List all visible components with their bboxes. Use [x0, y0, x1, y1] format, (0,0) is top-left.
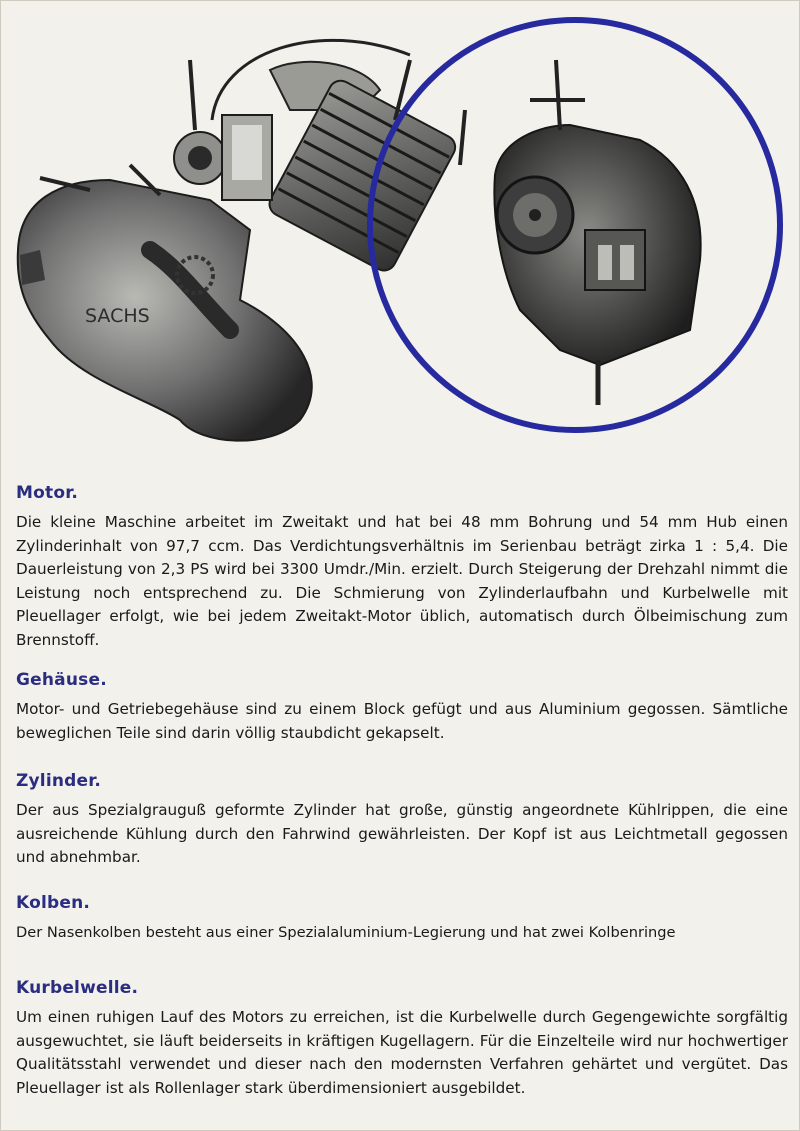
brand-label: SACHS	[85, 305, 150, 327]
section-gehaeuse	[16, 670, 788, 745]
heading-kurbelwelle: Kurbelwelle.	[16, 978, 139, 998]
section-kurbelwelle	[16, 978, 788, 1100]
heading-zylinder: Zylinder.	[16, 771, 102, 791]
body-kolben: Der Nasenkolben besteht aus einer Spezialaluminium-Legierung und hat zwei Kolbenringe	[16, 924, 676, 941]
heading-motor: Motor.	[16, 483, 79, 503]
heading-kolben: Kolben.	[16, 893, 91, 913]
body-motor: Die kleine Maschine arbeitet im Zweitakt und hat bei 48 mm Bohrung und 54 mm Hub einen Zylinderinhalt von 97,7 ccm. Das Verdichtungsverhältnis im Serienbau beträgt zirka 1 : 5,4. Die Dauerleistung von 2,3 PS wird bei 3300 Umdr./Min. erzielt. Durch Steigerung der Drehzahl nimmt die Leistung noch entsprechend zu. Die Schmierung von Zylinderlaufbahn und Kurbelwelle mit Pleuellager erfolgt, wie bei jedem Zweitakt-Motor üblich, automatisch durch Ölbeimischung zum Brennstoff.	[16, 513, 788, 649]
section-kolben	[16, 893, 788, 945]
body-gehaeuse: Motor- und Getriebegehäuse sind zu einem Block gefügt und aus Aluminium gegossen. Sämtliche beweglichen Teile sind darin völlig staubdicht gekapselt.	[16, 700, 788, 742]
section-motor	[16, 483, 788, 652]
body-zylinder: Der aus Spezialgrauguß geformte Zylinder hat große, günstig angeordnete Kühlrippen, die eine ausreichende Kühlung durch den Fahrwind gewährleisten. Der Kopf ist aus Leichtmetall gegossen und abnehmbar.	[16, 801, 788, 866]
engine-illustration	[0, 0, 800, 455]
gearbox-cutaway-inset-icon	[494, 60, 700, 405]
engine-side-view-icon	[18, 40, 465, 440]
body-kurbelwelle: Um einen ruhigen Lauf des Motors zu erreichen, ist die Kurbelwelle durch Gegengewichte sorgfältig ausgewuchtet, sie läuft beiderseits in kräftigen Kugellagern. Für die Einzelteile wird nur hochwertiger Qualitätsstahl verwendet und dieser nach den modernsten Verfahren gehärtet und vergütet. Das Pleuellager ist als Rollenlager stark überdimensioniert ausgebildet.	[16, 1008, 788, 1097]
heading-gehaeuse: Gehäuse.	[16, 670, 107, 690]
section-zylinder	[16, 771, 788, 870]
